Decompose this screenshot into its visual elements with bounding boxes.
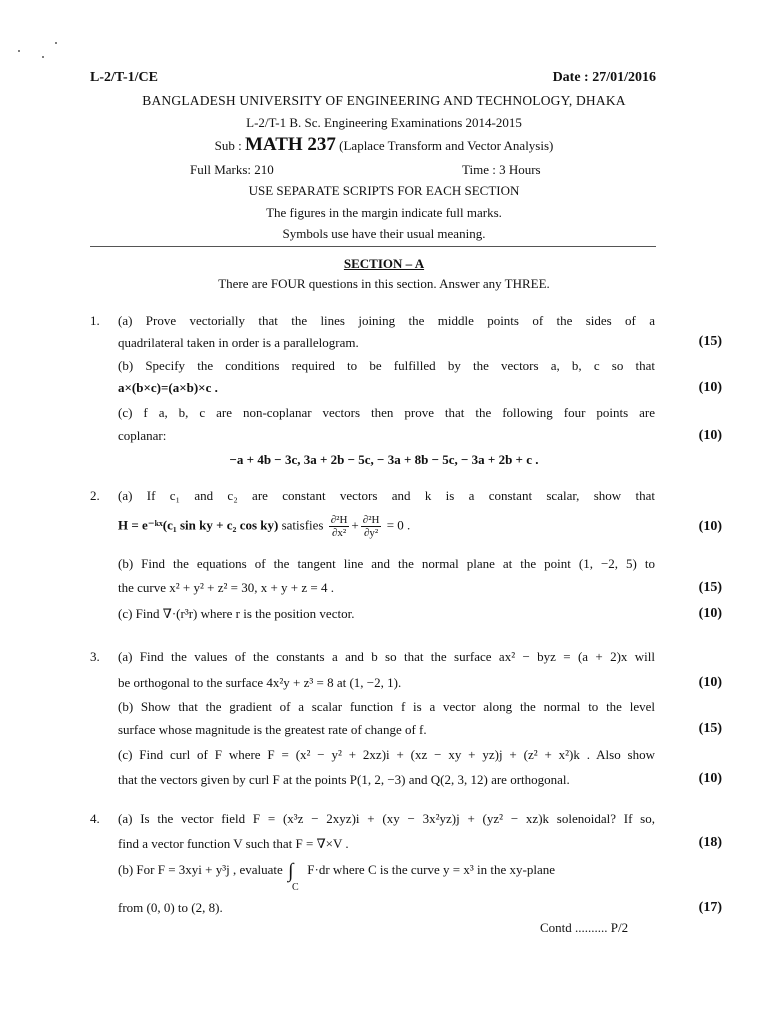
q2b-text: (b) Find the equations of the tangent line and the normal plane at the point (1, −2, 5) to bbox=[118, 556, 655, 571]
question-number: 3. bbox=[90, 649, 100, 664]
q2a-formula-lhs: H = e⁻ᵏˣ(c₁ sin ky + c₂ cos ky) bbox=[118, 517, 279, 533]
q3b-text: surface whose magnitude is the greatest rate of change of f. bbox=[118, 722, 427, 737]
exam-time: Time : 3 Hours bbox=[462, 162, 541, 177]
scan-speck bbox=[42, 56, 44, 58]
q2b-marks: (15) bbox=[698, 580, 722, 595]
section-instruction: There are FOUR questions in this section. Answer any THREE. bbox=[218, 276, 550, 291]
exam-name: L-2/T-1 B. Sc. Engineering Examinations 2014-2015 bbox=[246, 115, 522, 130]
q2a-satisfies: satisfies bbox=[281, 517, 324, 533]
q3c-marks: (10) bbox=[698, 771, 722, 786]
section-title: SECTION – A bbox=[343, 256, 425, 271]
q2b-text: the curve x² + y² + z² = 30, x + y + z = 4 . bbox=[118, 580, 334, 595]
q2a-text: (a) If c₁ and c₂ are constant vectors and k is a constant scalar, show that bbox=[118, 488, 655, 503]
q3c-text: (c) Find curl of F where F = (x² − y² + 2xz)i + (xz − xy + yz)j + (z² + x²)k . Also show bbox=[118, 747, 655, 762]
q2a-plus: + bbox=[351, 517, 359, 533]
question-number: 1. bbox=[90, 313, 100, 328]
q1a-marks: (15) bbox=[698, 334, 722, 349]
fraction-numerator: ∂²H bbox=[362, 514, 380, 526]
q4b-text-pre: (b) For F = 3xyi + y³j , evaluate bbox=[118, 862, 283, 877]
q2a-fraction bbox=[329, 514, 350, 539]
integral-subscript: C bbox=[292, 882, 299, 893]
continued-note: Contd .......... P/2 bbox=[540, 920, 629, 935]
q4b-text: from (0, 0) to (2, 8). bbox=[118, 900, 223, 915]
exam-date: Date : 27/01/2016 bbox=[552, 70, 656, 85]
q4b-marks: (17) bbox=[698, 900, 722, 915]
question-number: 2. bbox=[90, 488, 100, 503]
q3b-marks: (15) bbox=[698, 721, 722, 736]
course-code: L-2/T-1/CE bbox=[90, 70, 158, 85]
q2a-formula bbox=[118, 514, 655, 539]
symbols-note: Symbols use have their usual meaning. bbox=[282, 226, 486, 241]
q1c-formula: −a + 4b − 3c, 3a + 2b − 5c, − 3a + 8b − 5c, − 3a + 2b + c . bbox=[229, 452, 539, 467]
q3c-text: that the vectors given by curl F at the points P(1, 2, −3) and Q(2, 3, 12) are orthogonal. bbox=[118, 772, 570, 787]
integral-sign: ∫ bbox=[288, 860, 294, 882]
q2c-text: (c) Find ∇·(r³r) where r is the position vector. bbox=[118, 606, 355, 621]
q4a-text: (a) Is the vector field F = (x³z − 2xyz)i + (xy − 3x²yz)j + (yz² − xz)k solenoidal? If so, bbox=[118, 811, 655, 826]
header-divider bbox=[90, 246, 656, 247]
q4a-marks: (18) bbox=[698, 835, 722, 850]
subject-line bbox=[0, 134, 768, 156]
q1a-text: (a) Prove vectorially that the lines joining the middle points of the sides of a bbox=[118, 313, 655, 328]
q3a-marks: (10) bbox=[698, 675, 722, 690]
university-name: BANGLADESH UNIVERSITY OF ENGINEERING AND TECHNOLOGY, DHAKA bbox=[142, 93, 626, 108]
q2a-equals: = 0 . bbox=[386, 517, 411, 533]
q4a-text: find a vector function V such that F = ∇×V . bbox=[118, 836, 349, 851]
q3a-text: (a) Find the values of the constants a and b so that the surface ax² − byz = (a + 2)x will bbox=[118, 649, 655, 664]
q1b-marks: (10) bbox=[698, 380, 722, 395]
q2a-fraction bbox=[361, 514, 382, 539]
margin-marks-note: The figures in the margin indicate full marks. bbox=[266, 205, 502, 220]
subject-title: (Laplace Transform and Vector Analysis) bbox=[335, 138, 554, 153]
separate-scripts-note: USE SEPARATE SCRIPTS FOR EACH SECTION bbox=[248, 183, 520, 198]
scan-speck bbox=[18, 50, 20, 52]
q4b-text-post: F·dr where C is the curve y = x³ in the xy-plane bbox=[307, 862, 555, 877]
q4b-text bbox=[118, 860, 655, 893]
fraction-numerator: ∂²H bbox=[330, 514, 348, 526]
q2a-marks: (10) bbox=[698, 519, 722, 534]
full-marks: Full Marks: 210 bbox=[190, 162, 274, 177]
question-number: 4. bbox=[90, 811, 100, 826]
fraction-denominator: ∂x² bbox=[331, 527, 347, 539]
scan-speck bbox=[55, 42, 57, 44]
q2c-marks: (10) bbox=[698, 606, 722, 621]
q3b-text: (b) Show that the gradient of a scalar function f is a vector along the normal to the level bbox=[118, 699, 655, 714]
q1c-text: coplanar: bbox=[118, 428, 167, 443]
q1b-formula: a×(b×c)=(a×b)×c . bbox=[118, 380, 218, 395]
q3a-text: be orthogonal to the surface 4x²y + z³ = 8 at (1, −2, 1). bbox=[118, 675, 402, 690]
subject-prefix: Sub : bbox=[214, 138, 245, 153]
q1c-marks: (10) bbox=[698, 428, 722, 443]
q1b-text: (b) Specify the conditions required to be fulfilled by the vectors a, b, c so that bbox=[118, 358, 655, 373]
subject-code: MATH 237 bbox=[244, 134, 336, 155]
q1a-text: quadrilateral taken in order is a parallelogram. bbox=[118, 335, 359, 350]
fraction-denominator: ∂y² bbox=[363, 527, 379, 539]
q1c-text: (c) f a, b, c are non-coplanar vectors then prove that the following four points are bbox=[118, 405, 655, 420]
